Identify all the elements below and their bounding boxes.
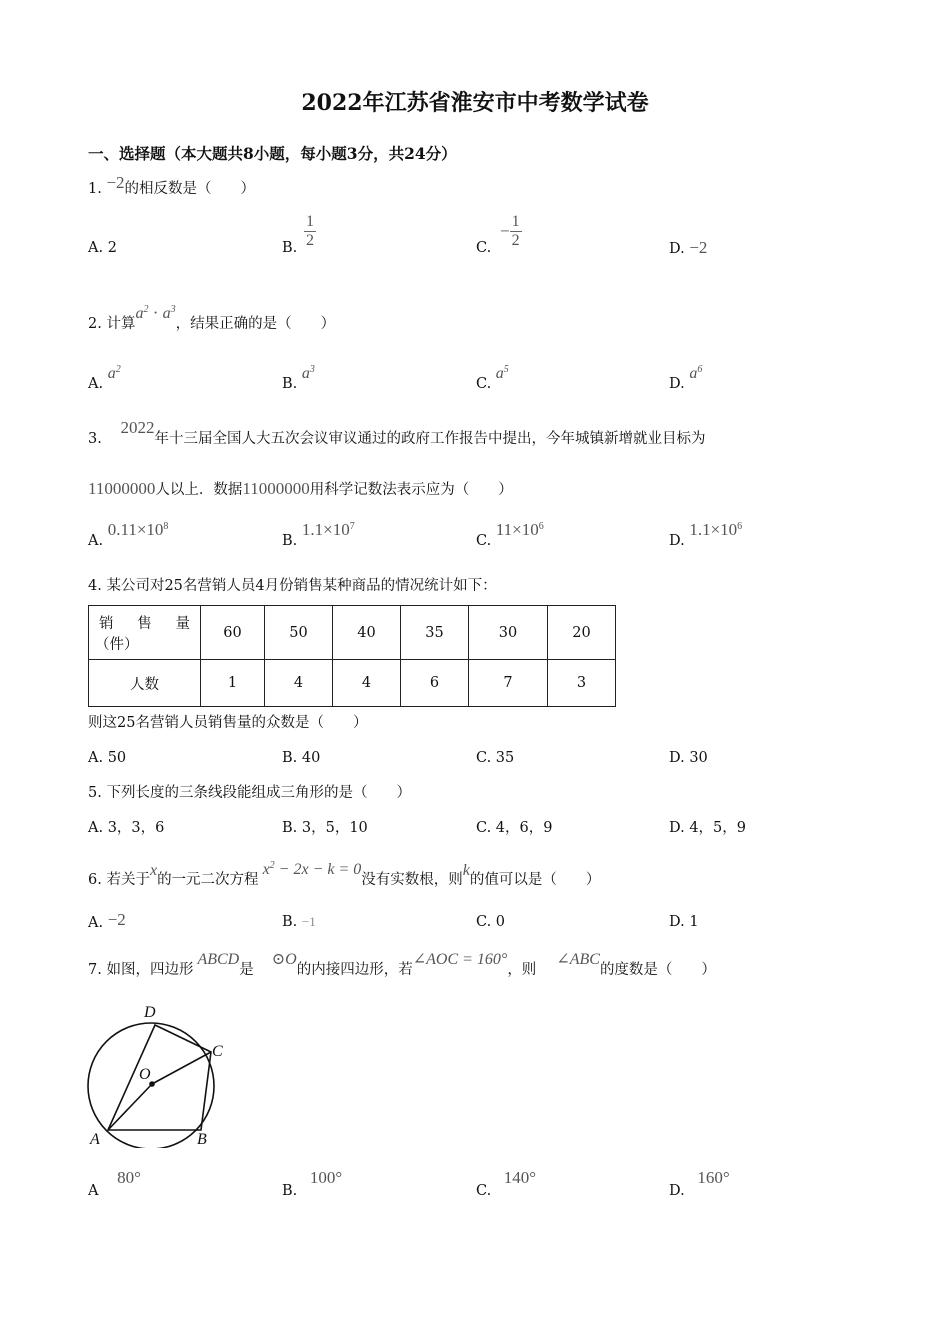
number-value: 11000000 <box>242 479 310 498</box>
option-value: −2 <box>689 238 708 257</box>
fraction-c <box>500 213 522 250</box>
option-label: D. <box>669 1183 685 1199</box>
variable-k: k <box>462 861 470 879</box>
question-6 <box>88 860 601 890</box>
label-c: C <box>212 1043 223 1060</box>
question-text: 如图，四边形 <box>106 962 194 978</box>
option-c[interactable] <box>476 1168 537 1201</box>
option-c[interactable]: C. 4，6，9 <box>476 820 553 836</box>
option-d[interactable]: D. 4，5，9 <box>669 820 747 836</box>
question-4 <box>88 576 497 596</box>
question-7 <box>88 951 716 980</box>
question-number: 2. <box>88 315 102 332</box>
fraction-numerator: 1 <box>511 213 520 230</box>
table-cell: 3 <box>548 660 616 707</box>
option-label: B. <box>282 914 298 930</box>
option-label: C. <box>476 532 492 549</box>
option-a[interactable] <box>88 912 126 933</box>
number-value: 11000000 <box>88 479 156 498</box>
table-header-cell: 人数 <box>89 660 201 707</box>
table-cell: 4 <box>333 660 401 707</box>
option-c[interactable] <box>476 238 491 258</box>
option-value: 140° <box>503 1168 537 1187</box>
table-row <box>89 606 616 660</box>
table-cell: 50 <box>265 606 333 660</box>
option-a[interactable]: A. 3，3，6 <box>88 820 165 836</box>
option-b[interactable]: B. $a^3$ <box>282 364 315 392</box>
question-3 <box>88 418 706 449</box>
question-number: 3. <box>88 431 102 447</box>
option-label: D. <box>669 241 685 257</box>
section-heading: 一、选择题（本大题共8小题，每小题3分，共24分） <box>88 144 457 163</box>
fraction-denominator: 2 <box>511 232 520 249</box>
option-label: A. <box>88 240 104 256</box>
option-label: B. <box>282 240 298 256</box>
question-stem: 某公司对25名营销人员4月份销售某种商品的情况统计如下： <box>106 578 497 594</box>
question-stem: 下列长度的三条线段能组成三角形的是（ ） <box>106 785 411 801</box>
option-label: C. <box>476 375 492 392</box>
question-number: 6. <box>88 871 102 888</box>
question-stem: 的相反数是（ ） <box>124 181 256 197</box>
question-text: ，则 <box>507 962 537 978</box>
question-1 <box>88 173 256 199</box>
option-label: A. <box>88 375 104 392</box>
question-text: 是 <box>239 962 254 978</box>
question-4-followup: 则这25名营销人员销售量的众数是（ ） <box>88 715 368 731</box>
option-c[interactable]: C. 0 <box>476 914 506 930</box>
option-value: 2 <box>107 240 117 256</box>
label-b: B <box>197 1131 207 1148</box>
circle-figure <box>80 998 240 1148</box>
question-stem: 的值可以是（ ） <box>469 871 601 888</box>
table-cell: 35 <box>401 606 469 660</box>
label-a: A <box>90 1131 100 1148</box>
table-cell: 1 <box>201 660 265 707</box>
option-d[interactable]: D. 1 <box>669 914 699 930</box>
table-row <box>89 660 616 707</box>
question-text: 计算 <box>106 315 136 332</box>
option-d[interactable]: D. $1.1\times 10^6$ <box>669 519 743 549</box>
question-2 <box>88 302 336 334</box>
option-label: A <box>88 1183 99 1199</box>
option-c[interactable]: C. $a^5$ <box>476 364 509 392</box>
option-b[interactable]: B. 3，5，10 <box>282 820 368 836</box>
equation: $x^2 - 2x - k = 0$ <box>262 860 362 878</box>
sales-table <box>88 605 616 707</box>
angle-aoc: ∠AOC = 160° <box>412 951 508 968</box>
option-value: −1 <box>301 914 316 929</box>
question-number: 5. <box>88 785 102 801</box>
table-cell: 4 <box>265 660 333 707</box>
question-5 <box>88 783 411 803</box>
table-cell: 7 <box>469 660 548 707</box>
option-value: 160° <box>697 1168 730 1187</box>
option-a[interactable] <box>88 238 117 258</box>
option-d[interactable] <box>669 238 707 259</box>
option-b[interactable] <box>282 238 297 258</box>
option-d[interactable] <box>669 1168 730 1201</box>
angle-abc: ∠ABC <box>556 951 600 968</box>
table-cell: 6 <box>401 660 469 707</box>
question-3-line-2 <box>88 479 513 500</box>
question-text: 人以上．数据 <box>155 482 243 498</box>
option-d[interactable]: D. $a^6$ <box>669 364 703 392</box>
table-cell: 20 <box>548 606 616 660</box>
question-text: 若关于 <box>106 871 150 888</box>
question-number: 4. <box>88 578 102 594</box>
option-label: C. <box>476 1183 492 1199</box>
option-label: A. <box>88 532 104 549</box>
option-d[interactable]: D. 30 <box>669 750 708 766</box>
table-cell: 40 <box>333 606 401 660</box>
segment-oc <box>152 1052 211 1084</box>
question-number: 7. <box>88 962 102 978</box>
variable-x: x <box>149 861 158 879</box>
question-stem: 用科学记数法表示应为（ ） <box>309 482 513 498</box>
option-b[interactable]: B. 40 <box>282 750 321 766</box>
question-text: 的一元二次方程 <box>157 871 259 888</box>
option-label: A. <box>88 915 104 931</box>
option-value: 100° <box>309 1168 343 1187</box>
option-a[interactable] <box>88 1168 141 1201</box>
question-text: 年十三届全国人大五次会议审议通过的政府工作报告中提出，今年城镇新增就业目标为 <box>154 431 706 447</box>
question-stem: ，结果正确的是（ ） <box>175 315 336 332</box>
label-d: D <box>144 1004 156 1021</box>
quadrilateral-name: ABCD <box>197 951 240 968</box>
option-b[interactable] <box>282 912 316 932</box>
option-a[interactable]: A. $a^2$ <box>88 364 121 392</box>
math-expression: $a^2 \cdot a^3$ <box>135 302 176 322</box>
option-b[interactable]: B. $1.1\times 10^7$ <box>282 519 355 549</box>
option-value: 80° <box>117 1168 141 1187</box>
label-o: O <box>139 1066 151 1083</box>
fraction-b <box>304 213 316 250</box>
option-c[interactable]: C. $11\times 10^6$ <box>476 519 544 549</box>
table-cell: 30 <box>469 606 548 660</box>
option-a[interactable]: A. 50 <box>88 750 127 766</box>
question-stem: 的度数是（ ） <box>599 962 716 978</box>
option-a[interactable]: A. $0.11\times 10^8$ <box>88 519 169 549</box>
page-title: 2022年江苏省淮安市中考数学试卷 <box>301 90 649 116</box>
question-text: 的内接四边形，若 <box>296 962 413 978</box>
segment-oa <box>108 1084 152 1130</box>
option-label: D. <box>669 375 685 392</box>
minus-sign: − <box>500 221 510 241</box>
question-text: 没有实数根，则 <box>361 871 463 888</box>
question-number: 1. <box>88 181 102 197</box>
option-c[interactable]: C. 35 <box>476 750 515 766</box>
table-header-cell: 销 售 量 （件） <box>89 606 201 660</box>
table-cell: 60 <box>201 606 265 660</box>
option-label: B. <box>282 375 298 392</box>
math-expression: −2 <box>106 173 125 192</box>
fraction-numerator: 1 <box>306 213 314 230</box>
option-label: B. <box>282 1183 298 1199</box>
option-label: C. <box>476 240 492 256</box>
option-label: B. <box>282 532 298 549</box>
option-label: D. <box>669 532 685 549</box>
option-value: −2 <box>107 910 126 929</box>
fraction-denominator: 2 <box>306 232 314 249</box>
option-b[interactable] <box>282 1168 343 1201</box>
circle-o: ⊙O <box>271 951 297 968</box>
year-number: 2022 <box>120 418 155 437</box>
